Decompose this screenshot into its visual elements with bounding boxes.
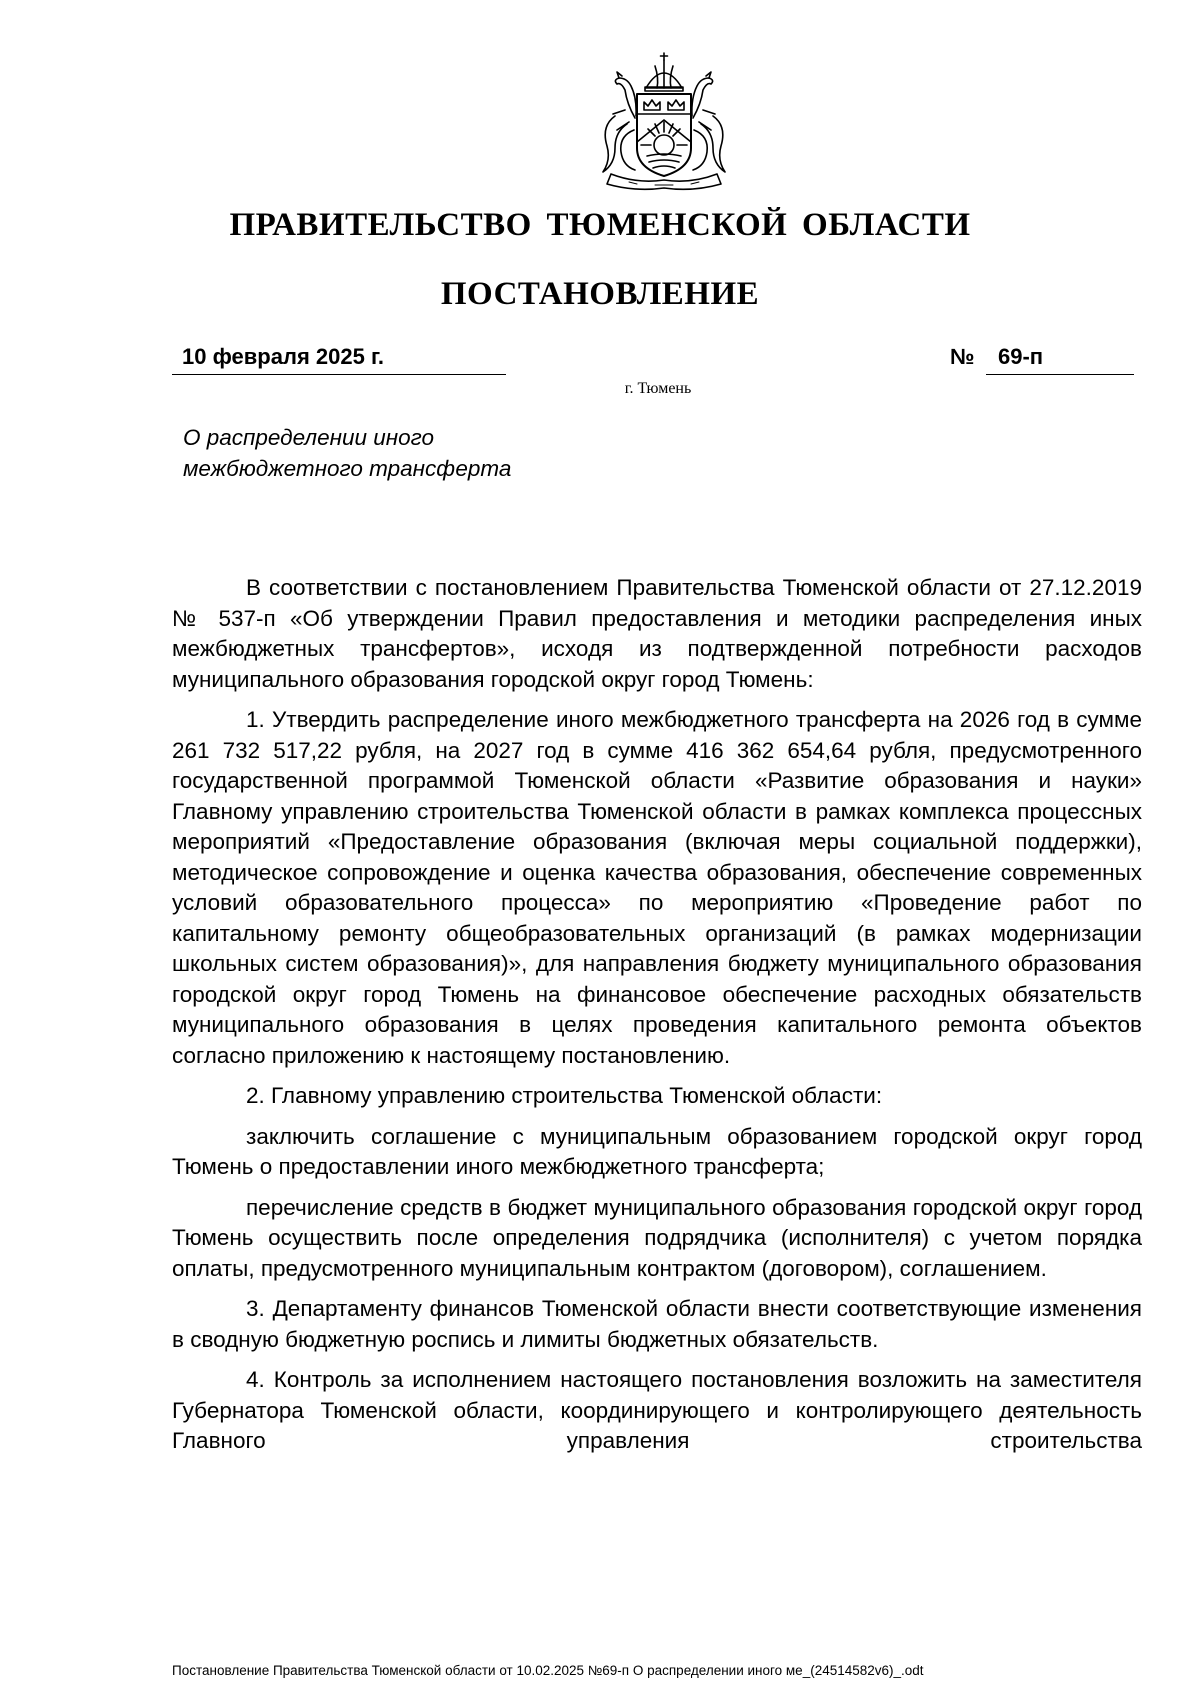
item-4-paragraph: 4. Контроль за исполнением настоящего постановления возложить на заместителя Губернатора Тюменской области, координирующего и контролирующего деятельность Главного управления строительства: [172, 1367, 1142, 1453]
document-subject: [183, 422, 623, 484]
footer-filename: Постановление Правительства Тюменской области от 10.02.2025 №69-п О распределении иного ме_(24514582v6)_.odt: [172, 1663, 924, 1678]
item-2a-paragraph: заключить соглашение с муниципальным образованием городской округ город Тюмень о предоставлении иного межбюджетного трансферта;: [172, 1123, 1142, 1179]
number-field: [986, 344, 1134, 375]
item-2b-paragraph: перечисление средств в бюджет муниципального образования городской округ город Тюмень осуществить после определения подрядчика (исполнителя) с учетом порядка оплаты, предусмотренного муниципальным контрактом (договором), соглашением.: [172, 1194, 1142, 1281]
subject-line-2: межбюджетного трансферта: [183, 456, 512, 481]
item-1-paragraph: 1. Утвердить распределение иного межбюджетного трансферта на 2026 год в сумме 261 732 517,22 рубля, на 2027 год в сумме 416 362 654,64 рубля, предусмотренного государственной программой Тюменской области «Развитие образования и науки» Главному управлению строительства Тюменской области в рамках комплекса процессных мероприятий «Предоставление образования (включая меры социальной поддержки), методическое сопровождение и оценка качества образования, обеспечение современных условий образовательного процесса» по мероприятию «Проведение работ по капитальному ремонту общеобразовательных организаций (в рамках модернизации школьных систем образования)», для направления бюджету муниципального образования городской округ город Тюмень на финансовое обеспечение расходных обязательств муниципального образования в целях проведения капитального ремонта объектов согласно приложению к настоящему постановлению.: [172, 707, 1142, 1068]
date-field: [172, 344, 506, 375]
coat-of-arms-icon: [589, 52, 739, 192]
item-3-paragraph: 3. Департаменту финансов Тюменской области внести соответствующие изменения в сводную бюджетную роспись и лимиты бюджетных обязательств.: [172, 1296, 1142, 1352]
preamble-paragraph: В соответствии с постановлением Правительства Тюменской области от 27.12.2019 № 537-п «Об утверждении Правил предоставления и методики распределения иных межбюджетных трансфертов», исходя из подтвержденной потребности расходов муниципального образования городской округ город Тюмень:: [172, 575, 1142, 692]
subject-line-1: О распределении иного: [183, 425, 435, 450]
document-type: ПОСТАНОВЛЕНИЕ: [440, 276, 760, 312]
document-city: г. Тюмень: [624, 380, 692, 397]
item-2-paragraph: 2. Главному управлению строительства Тюменской области:: [246, 1083, 883, 1108]
document-date: 10 февраля 2025 г.: [182, 344, 385, 369]
document-number: 69-п: [998, 344, 1044, 369]
government-title: ПРАВИТЕЛЬСТВО ТЮМЕНСКОЙ ОБЛАСТИ: [229, 207, 971, 243]
number-sign: №: [950, 344, 975, 369]
document-body: [172, 573, 1142, 1457]
